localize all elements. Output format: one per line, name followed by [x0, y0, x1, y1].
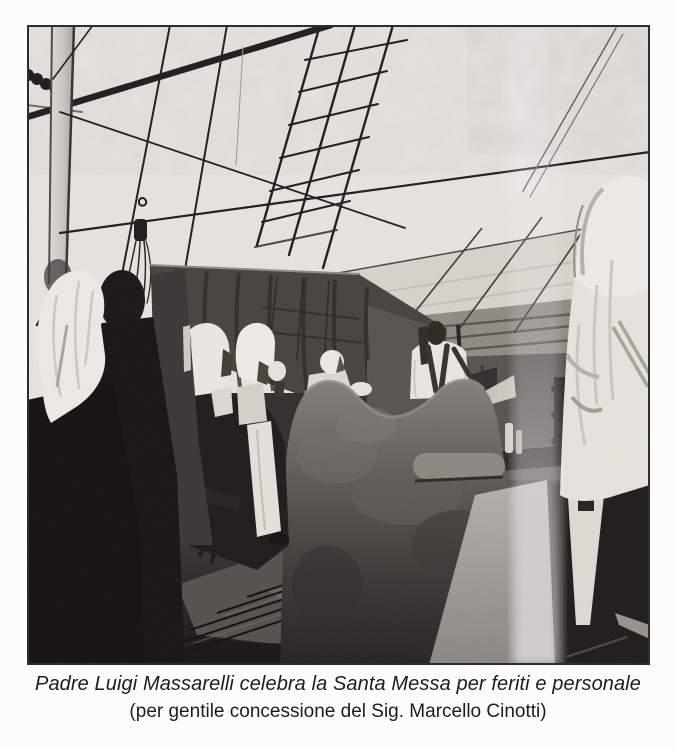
film-grain — [27, 25, 650, 665]
historic-photograph — [27, 25, 650, 665]
photo-caption — [0, 671, 676, 725]
photo-scene — [27, 25, 650, 665]
caption-line-1: Padre Luigi Massarelli celebra la Santa Messa per feriti e personale — [35, 673, 641, 695]
caption-line-2: (per gentile concessione del Sig. Marcello Cinotti) — [129, 701, 547, 722]
